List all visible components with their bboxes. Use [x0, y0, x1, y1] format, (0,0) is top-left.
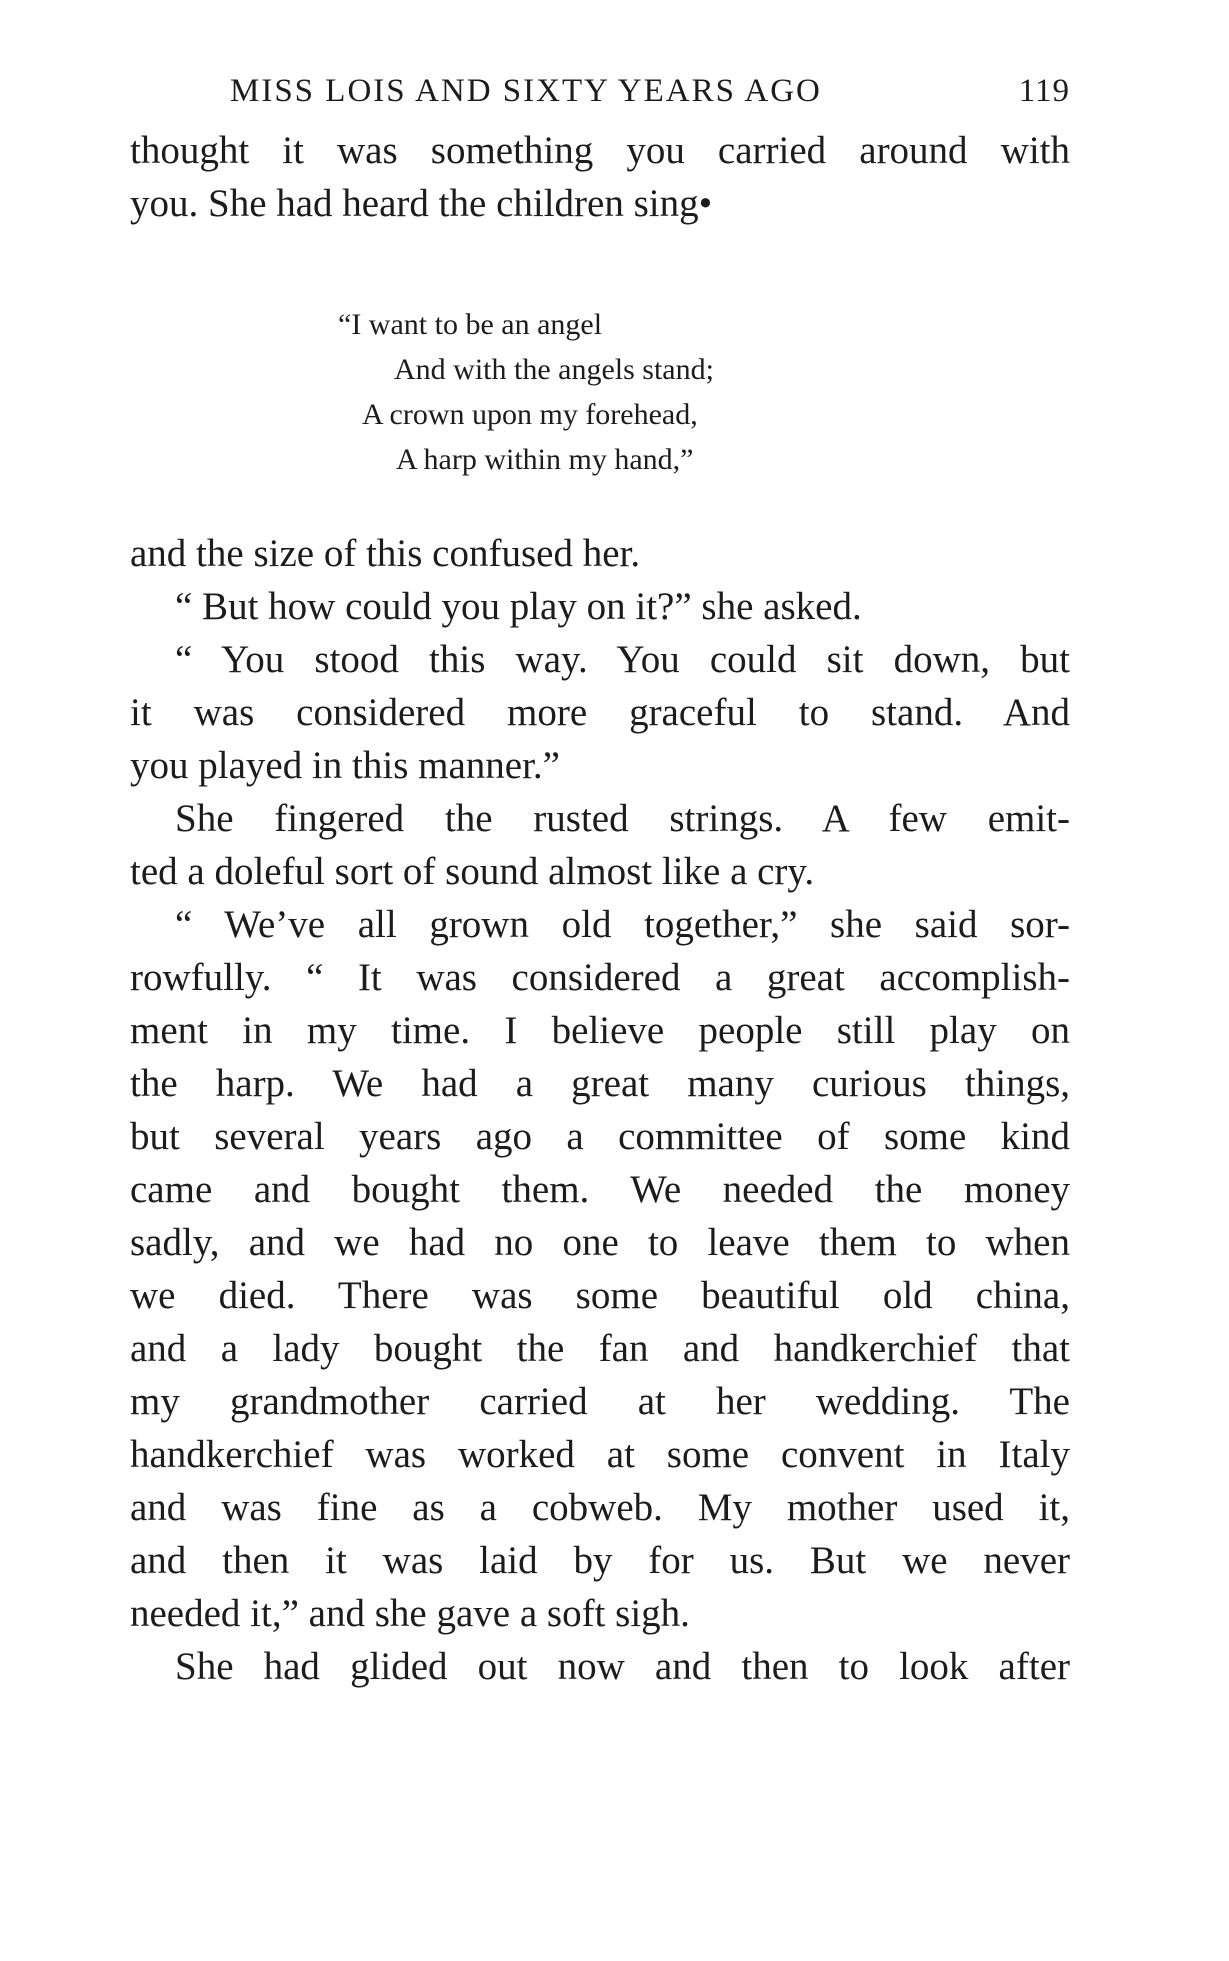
text-line: we died. There was some beautiful old china,	[130, 1274, 1070, 1317]
text-line: needed it,” and she gave a soft sigh.	[130, 1592, 690, 1635]
verse-line: A harp within my hand,”	[396, 443, 694, 476]
verse-line: “I want to be an angel	[338, 308, 603, 341]
verse-line: And with the angels stand;	[394, 353, 714, 386]
text-line: and was fine as a cobweb. My mother used it,	[130, 1486, 1070, 1529]
text-line: it was considered more graceful to stand. And	[130, 691, 1070, 734]
text-line: sadly, and we had no one to leave them to when	[130, 1221, 1070, 1264]
paragraph-start: She had glided out now and then to look after	[175, 1645, 1070, 1688]
text-line: the harp. We had a great many curious things,	[130, 1062, 1070, 1105]
text-line: handkerchief was worked at some convent in Italy	[130, 1433, 1070, 1476]
text-line: but several years ago a committee of some kind	[130, 1115, 1070, 1158]
text-line: came and bought them. We needed the money	[130, 1168, 1070, 1211]
paragraph-start: “ But how could you play on it?” she asked.	[175, 585, 862, 628]
verse-line: A crown upon my forehead,	[362, 398, 698, 431]
text-line: you. She had heard the children sing•	[130, 182, 713, 225]
running-head	[230, 66, 1070, 116]
paragraph-start: “ You stood this way. You could sit down, but	[175, 638, 1070, 681]
text-line: ment in my time. I believe people still play on	[130, 1009, 1070, 1052]
paragraph-start: She fingered the rusted strings. A few emit-	[175, 797, 1070, 840]
intro-text	[130, 124, 1070, 230]
verse-quote	[338, 302, 714, 482]
text-line: my grandmother carried at her wedding. The	[130, 1380, 1070, 1423]
text-line: and then it was laid by for us. But we never	[130, 1539, 1070, 1582]
text-line: thought it was something you carried around with	[130, 129, 1070, 172]
paragraph-start: “ We’ve all grown old together,” she said sor-	[175, 903, 1070, 946]
text-line: and the size of this confused her.	[130, 532, 641, 575]
chapter-title: MISS LOIS AND SIXTY YEARS AGO	[230, 73, 822, 109]
text-line: you played in this manner.”	[130, 744, 560, 787]
page-number: 119	[1018, 73, 1070, 109]
main-text	[130, 527, 1070, 1693]
text-line: ted a doleful sort of sound almost like a cry.	[130, 850, 815, 893]
text-line: rowfully. “ It was considered a great accomplish-	[130, 956, 1070, 999]
text-line: and a lady bought the fan and handkerchief that	[130, 1327, 1070, 1370]
